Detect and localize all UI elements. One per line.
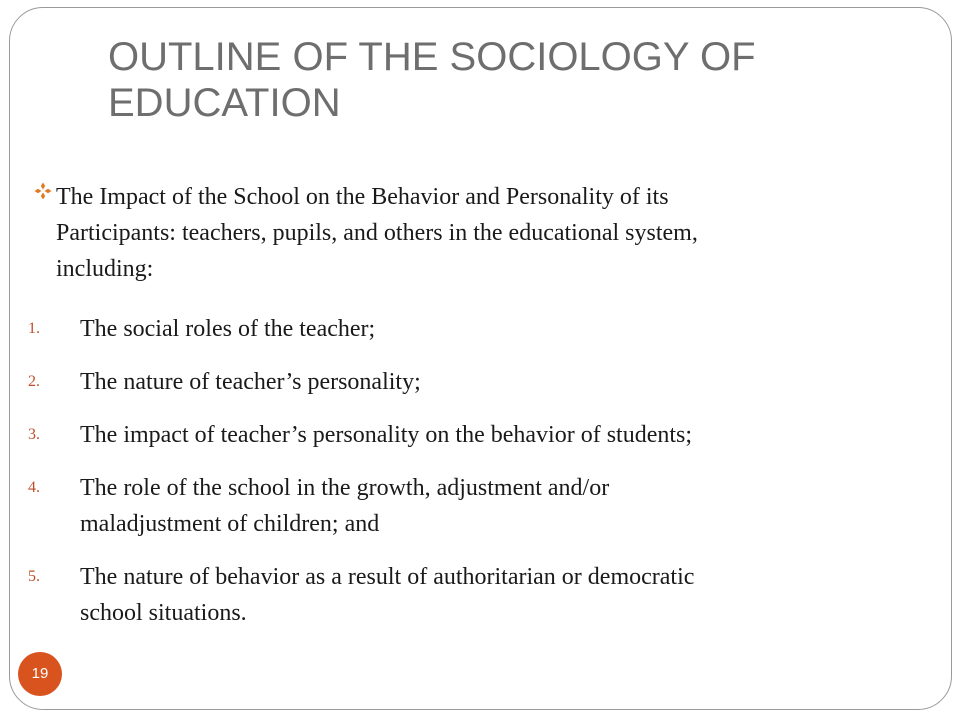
list-item-text <box>80 470 928 542</box>
numbered-list <box>28 311 928 648</box>
list-item <box>28 559 928 631</box>
slide-title <box>108 34 888 126</box>
slide-title-line-1: OUTLINE OF THE SOCIOLOGY OF <box>108 35 756 79</box>
list-item-line: The role of the school in the growth, adjustment and/or <box>80 475 610 501</box>
list-item-line: The social roles of the teacher; <box>80 316 376 342</box>
list-item-number: 5. <box>28 568 40 585</box>
list-item <box>28 417 928 453</box>
diamond-bullet-icon <box>34 182 52 200</box>
list-item-text <box>80 417 928 453</box>
list-item-line: maladjustment of children; and <box>80 511 380 537</box>
list-item-number: 4. <box>28 479 40 496</box>
list-item <box>28 311 928 347</box>
main-bullet-line-2: Participants: teachers, pupils, and others in the educational system, <box>56 220 698 246</box>
list-item-line: The impact of teacher’s personality on the behavior of students; <box>80 422 693 448</box>
list-item-line: The nature of behavior as a result of authoritarian or democratic <box>80 564 695 590</box>
main-bullet-line-3: including: <box>56 256 154 282</box>
list-item-text <box>80 311 928 347</box>
list-item-number: 1. <box>28 320 40 337</box>
page-number-badge: 19 <box>18 652 62 696</box>
slide-title-line-2: EDUCATION <box>108 81 341 125</box>
list-item-number: 2. <box>28 373 40 390</box>
list-item-line: school situations. <box>80 600 247 626</box>
list-item-line: The nature of teacher’s personality; <box>80 369 421 395</box>
list-item-text <box>80 364 928 400</box>
list-item <box>28 364 928 400</box>
list-item <box>28 470 928 542</box>
list-item-number: 3. <box>28 426 40 443</box>
list-item-text <box>80 559 928 631</box>
main-bullet-line-1: The Impact of the School on the Behavior and Personality of its <box>56 184 669 210</box>
main-bullet-text <box>56 179 914 287</box>
main-bullet <box>34 179 914 287</box>
